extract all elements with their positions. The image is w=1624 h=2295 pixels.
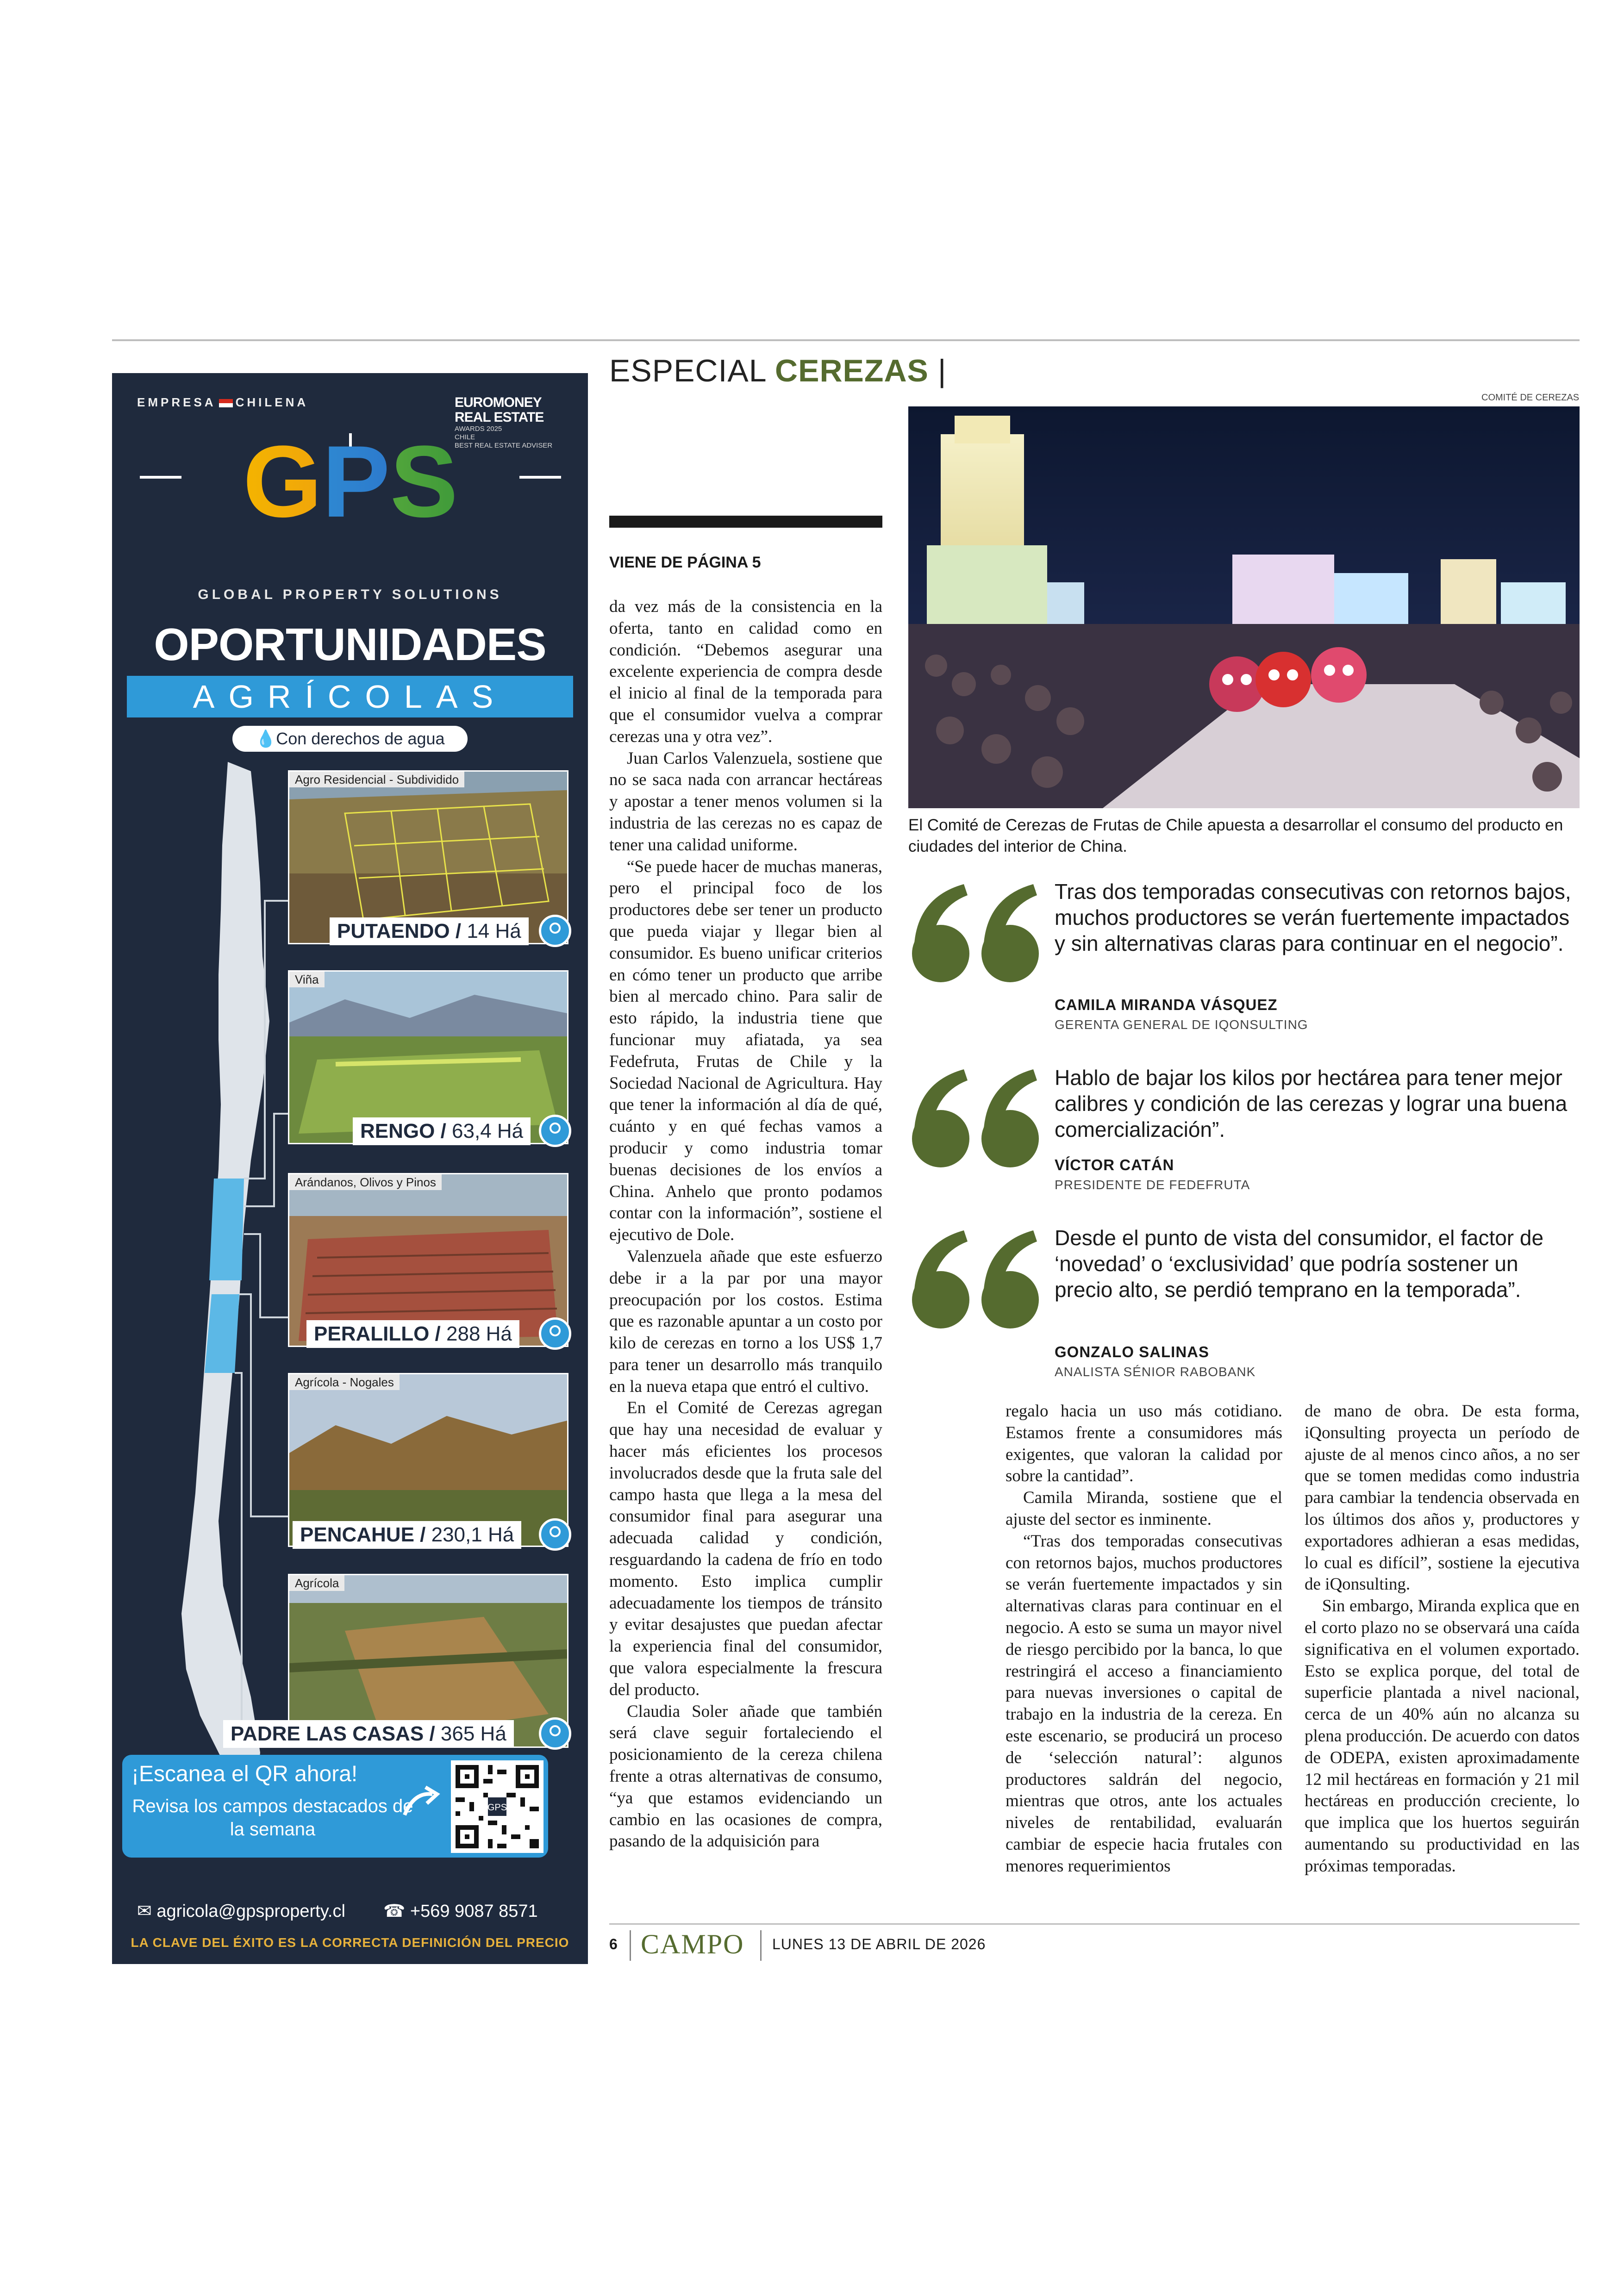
quote-mark-icon — [908, 1226, 1047, 1332]
paragraph: Sin embargo, Miranda explica que en el corto plazo no se observará una caída significativa en el volumen exportado. Esto se explica porque, del total de superficie plantada a nivel nacional, cerca de un 40% aún no alcanza su plena producción. De acuerdo con datos de ODEPA, existen aproximadamente 12 mil hectáreas en formación y 21 mil hectáreas en producción creciente, lo que implica que los huertos seguirán aumentando su productividad en las próximas temporadas. — [1305, 1597, 1580, 1876]
gps-logo — [140, 433, 561, 521]
article-column-3 — [1305, 1401, 1580, 1877]
property-card-rengo[interactable]: Viña — [288, 970, 568, 1144]
phone-contact[interactable]: ☎ +569 9087 8571 — [383, 1902, 538, 1921]
publication-date: LUNES 13 DE ABRIL DE 2026 — [772, 1936, 986, 1952]
gps-advertisement[interactable] — [112, 373, 588, 1964]
pull-quote-role: GERENTA GENERAL DE IQONSULTING — [1055, 1017, 1308, 1032]
property-label-putaendo: PUTAENDO / 14 Há — [330, 917, 529, 945]
property-card-pencahue[interactable]: Agrícola - Nogales — [288, 1373, 568, 1547]
qr-title: ¡Escanea el QR ahora! — [131, 1762, 358, 1786]
property-card-putaendo[interactable]: Agro Residencial - Subdividido — [288, 770, 568, 944]
paragraph: Camila Miranda, sostiene que el ajuste del sector es inminente. — [1006, 1488, 1282, 1529]
ad-headline: OPORTUNIDADES — [154, 619, 546, 670]
location-pin-icon[interactable] — [539, 1317, 571, 1350]
svg-text:GPS — [243, 433, 458, 521]
footer-separator — [630, 1930, 631, 1961]
paragraph: da vez más de la consistencia en la oferta, tanto en calidad como en condición. “Debemos asegurar una excelente experiencia de compra desde el inicio al final de la temporada para que el consumidor vuelva a comprar cerezas una y otra vez”. — [609, 597, 882, 746]
location-pin-icon[interactable] — [539, 915, 571, 947]
paragraph: Juan Carlos Valenzuela, sostiene que no se saca nada con arrancar hectáreas y apostar a tener menos volumen si la industria de las cerezas no es capaz de tener una calidad uniforme. — [609, 748, 882, 854]
company-tag: EMPRESA CHILENA — [137, 395, 309, 409]
pull-quote-author: VÍCTOR CATÁN — [1055, 1156, 1174, 1173]
qr-banner[interactable] — [122, 1755, 548, 1858]
paragraph: “Se puede hacer de muchas maneras, pero el principal foco de los productores debe ser tener un producto que pueda viajar y llegar bien al consumidor. Es bueno unificar criterios en cómo tener un producto que arribe bien al mercado chino. Para salir de esto rápido, la industria tiene que funcionar muy afiatada, ya sea Fedefruta, Frutas de Chile y la Sociedad Nacional de Agricultura. Hay que tener la información al día de qué, cuánto y en qué fechas vamos a producir y como industria tomar buenas decisiones de los envíos a China. Anhelo que pronto podamos contar con la información”, sostiene el ejecutivo de Dole. — [609, 857, 882, 1245]
paragraph: En el Comité de Cerezas agregan que hay una necesidad de evaluar y hacer más eficientes los procesos involucrados desde que la fruta sale del campo hasta que llega a la mesa del consumidor final para asegurar una adecuada calidad y condición, resguardando la cadena de frío en todo momento. Esto implica cumplir adecuadamente los tiempos de tránsito y evitar desajustes que puedan afectar la experiencia final del consumidor, que valora especialmente la frescura del producto. — [609, 1398, 882, 1699]
svg-text:GPS: GPS — [487, 1802, 507, 1813]
article-photo — [908, 406, 1580, 808]
continued-from: VIENE DE PÁGINA 5 — [609, 554, 761, 571]
property-label-padre-las-casas: PADRE LAS CASAS / 365 Há — [223, 1720, 514, 1748]
bottom-rule — [609, 1923, 1580, 1925]
pull-quote-role: ANALISTA SÉNIOR RABOBANK — [1055, 1365, 1256, 1379]
pull-quote-author: CAMILA MIRANDA VÁSQUEZ — [1055, 996, 1278, 1013]
article-column-2 — [1006, 1401, 1282, 1877]
property-card-padre-las-casas[interactable]: Agrícola — [288, 1574, 568, 1748]
location-pin-icon[interactable] — [539, 1717, 571, 1750]
footer-separator — [760, 1930, 762, 1961]
section-title: ESPECIAL CEREZAS | — [609, 353, 947, 388]
pull-quote-text: Tras dos temporadas consecutivas con retornos bajos, muchos productores se verán fuertemente impactados y sin alternativas claras para continuar en el negocio”. — [1055, 879, 1571, 955]
quote-mark-icon — [908, 879, 1047, 986]
paragraph: regalo hacia un uso más cotidiano. Estamos frente a consumidores más exigentes, que valoran la calidad por sobre la cantidad”. — [1006, 1402, 1282, 1486]
ad-subheadline: AGRÍCOLAS — [127, 676, 573, 717]
pull-quote-role: PRESIDENTE DE FEDEFRUTA — [1055, 1178, 1250, 1192]
paragraph: Valenzuela añade que este esfuerzo debe ir a la par por una mayor preocupación por los costos. Estima que es razonable apuntar a un costo por kilo de cerezas en torno a los US$ 1,7 para tener un desarrollo más tranquilo en la nueva etapa que entró el cultivo. — [609, 1247, 882, 1396]
logo-letter: P — [322, 433, 390, 521]
paragraph: “Tras dos temporadas consecutivas con retornos bajos, muchos productores se verán fuertemente impactados y sin alternativas claras para continuar en el negocio. A esto se suma un mayor nivel de riesgo percibido por la banca, lo que restringirá el acceso a financiamiento para nuevas inversiones o capital de trabajo en la industria de la cereza. En este escenario, se producirá un proceso de ‘selección natural’: algunos productores saldrán del negocio, mientras que otros, ante los actuales niveles de rentabilidad, evaluarán cambiar de especie hacia frutales con menores requerimientos — [1006, 1531, 1282, 1876]
pull-quote-author: GONZALO SALINAS — [1055, 1343, 1209, 1360]
water-drop-icon: 💧 — [255, 729, 276, 748]
location-pin-icon[interactable] — [539, 1518, 571, 1551]
qr-code[interactable] — [451, 1760, 543, 1853]
photo-caption: El Comité de Cerezas de Frutas de Chile apuesta a desarrollar el consumo del producto en ciudades del interior de China. — [908, 816, 1563, 855]
water-rights-badge: 💧Con derechos de agua — [232, 726, 468, 752]
paragraph: Claudia Soler añade que también será clave seguir fortaleciendo el posicionamiento de la cereza chilena frente a otras alternativas de consumo, “ya que estamos evidenciando un cambio en las ocasiones de compra, pasando de la adquisición para — [609, 1702, 882, 1851]
qr-subtitle: Revisa los campos destacados de la semana — [132, 1796, 413, 1840]
logo-letter: S — [390, 433, 458, 521]
photo-credit: COMITÉ DE CEREZAS — [1481, 393, 1580, 403]
quote-mark-icon — [908, 1065, 1047, 1171]
publication-name: CAMPO — [641, 1929, 744, 1959]
top-rule — [112, 339, 1580, 341]
property-label-pencahue: PENCAHUE / 230,1 Há — [293, 1521, 521, 1549]
ad-claim: LA CLAVE DEL ÉXITO ES LA CORRECTA DEFINICIÓN DEL PRECIO — [131, 1935, 569, 1950]
pull-quote-text: Desde el punto de vista del consumidor, el factor de ‘novedad’ o ‘exclusividad’ que podría sostener un precio alto, se perdió temprano en la temporada”. — [1055, 1226, 1544, 1302]
pull-quote-text: Hablo de bajar los kilos por hectárea para tener mejor calibres y condición de las cerezas y lograr una buena comercialización”. — [1055, 1066, 1568, 1141]
logo-subtitle: GLOBAL PROPERTY SOLUTIONS — [198, 587, 502, 602]
mail-icon: ✉ — [137, 1902, 152, 1921]
paragraph: de mano de obra. De esta forma, iQonsulting proyecta un período de ajuste de al menos cinco años, a no ser que se tomen medidas como industria para cambiar la tendencia observada en los últimos dos años y, productores y exportadores adhieran a esas medidas, lo cual es difícil”, sostiene la ejecutiva de iQonsulting. — [1305, 1402, 1580, 1594]
article-column-1 — [609, 596, 882, 1852]
page-number: 6 — [609, 1936, 618, 1952]
phone-icon: ☎ — [383, 1902, 406, 1921]
chile-flag-icon — [219, 399, 233, 407]
column-bar — [609, 516, 882, 528]
property-label-rengo: RENGO / 63,4 Há — [353, 1117, 531, 1145]
location-pin-icon[interactable] — [539, 1115, 571, 1147]
arrow-icon — [400, 1783, 442, 1824]
property-label-peralillo: PERALILLO / 288 Há — [306, 1320, 519, 1348]
property-card-peralillo[interactable]: Arándanos, Olivos y Pinos — [288, 1173, 568, 1347]
property-photo — [289, 1374, 567, 1546]
euromoney-award: EUROMONEY REAL ESTATE AWARDS 2025 CHILE BEST REAL ESTATE ADVISER — [455, 395, 553, 449]
email-contact[interactable]: ✉ agricola@gpsproperty.cl — [137, 1902, 345, 1921]
logo-letter: G — [243, 433, 322, 521]
